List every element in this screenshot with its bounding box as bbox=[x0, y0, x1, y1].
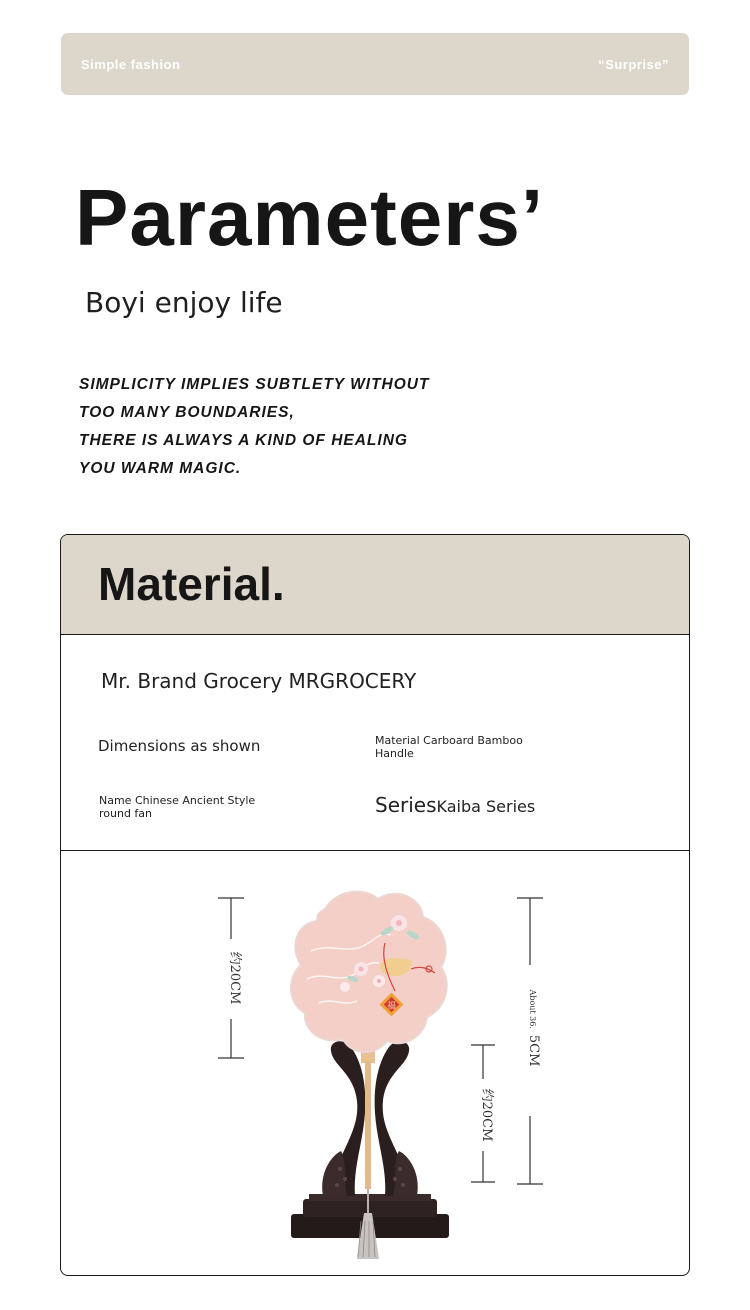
name-spec-line: Name Chinese Ancient Style bbox=[99, 794, 256, 807]
banner-left-text: Simple fashion bbox=[81, 57, 181, 72]
series-value: Kaiba Series bbox=[436, 797, 536, 816]
handle-length-label: 约20CM bbox=[479, 1088, 494, 1142]
fan-dimension-diagram bbox=[61, 851, 689, 1275]
brand-line: Mr. Brand Grocery MRGROCERY bbox=[101, 669, 417, 693]
material-heading: Material. bbox=[98, 558, 285, 610]
fan-leaf bbox=[291, 892, 447, 1052]
material-spec-line: Handle bbox=[375, 747, 414, 760]
page-subtitle: Boyi enjoy life bbox=[85, 286, 283, 319]
banner-right-text: “Surprise” bbox=[598, 57, 669, 72]
slogan-line: TOO MANY BOUNDARIES, bbox=[79, 404, 295, 421]
series-label: Series bbox=[375, 793, 437, 817]
material-spec bbox=[375, 734, 545, 760]
slogan-block bbox=[79, 371, 429, 483]
material-header bbox=[61, 535, 689, 635]
slogan-line: THERE IS ALWAYS A KIND OF HEALING bbox=[79, 432, 408, 449]
slogan-line: SIMPLICITY IMPLIES SUBTLETY WITHOUT bbox=[79, 376, 430, 393]
series-spec bbox=[375, 793, 535, 817]
slogan-line: YOU WARM MAGIC. bbox=[79, 460, 242, 477]
fan-size-label: 约20CM bbox=[227, 951, 242, 1005]
seal-character: 福 bbox=[386, 1001, 397, 1012]
dimensions-spec: Dimensions as shown bbox=[98, 737, 261, 755]
page-title: Parameters’ bbox=[75, 173, 545, 262]
name-spec bbox=[99, 794, 269, 820]
total-height-label: About 36.5CM bbox=[526, 989, 541, 1067]
material-spec-line: Material Carboard Bamboo bbox=[375, 734, 523, 747]
product-figure bbox=[61, 851, 689, 1275]
material-card bbox=[60, 534, 690, 1276]
top-banner bbox=[61, 33, 689, 95]
name-spec-line: round fan bbox=[99, 807, 153, 820]
